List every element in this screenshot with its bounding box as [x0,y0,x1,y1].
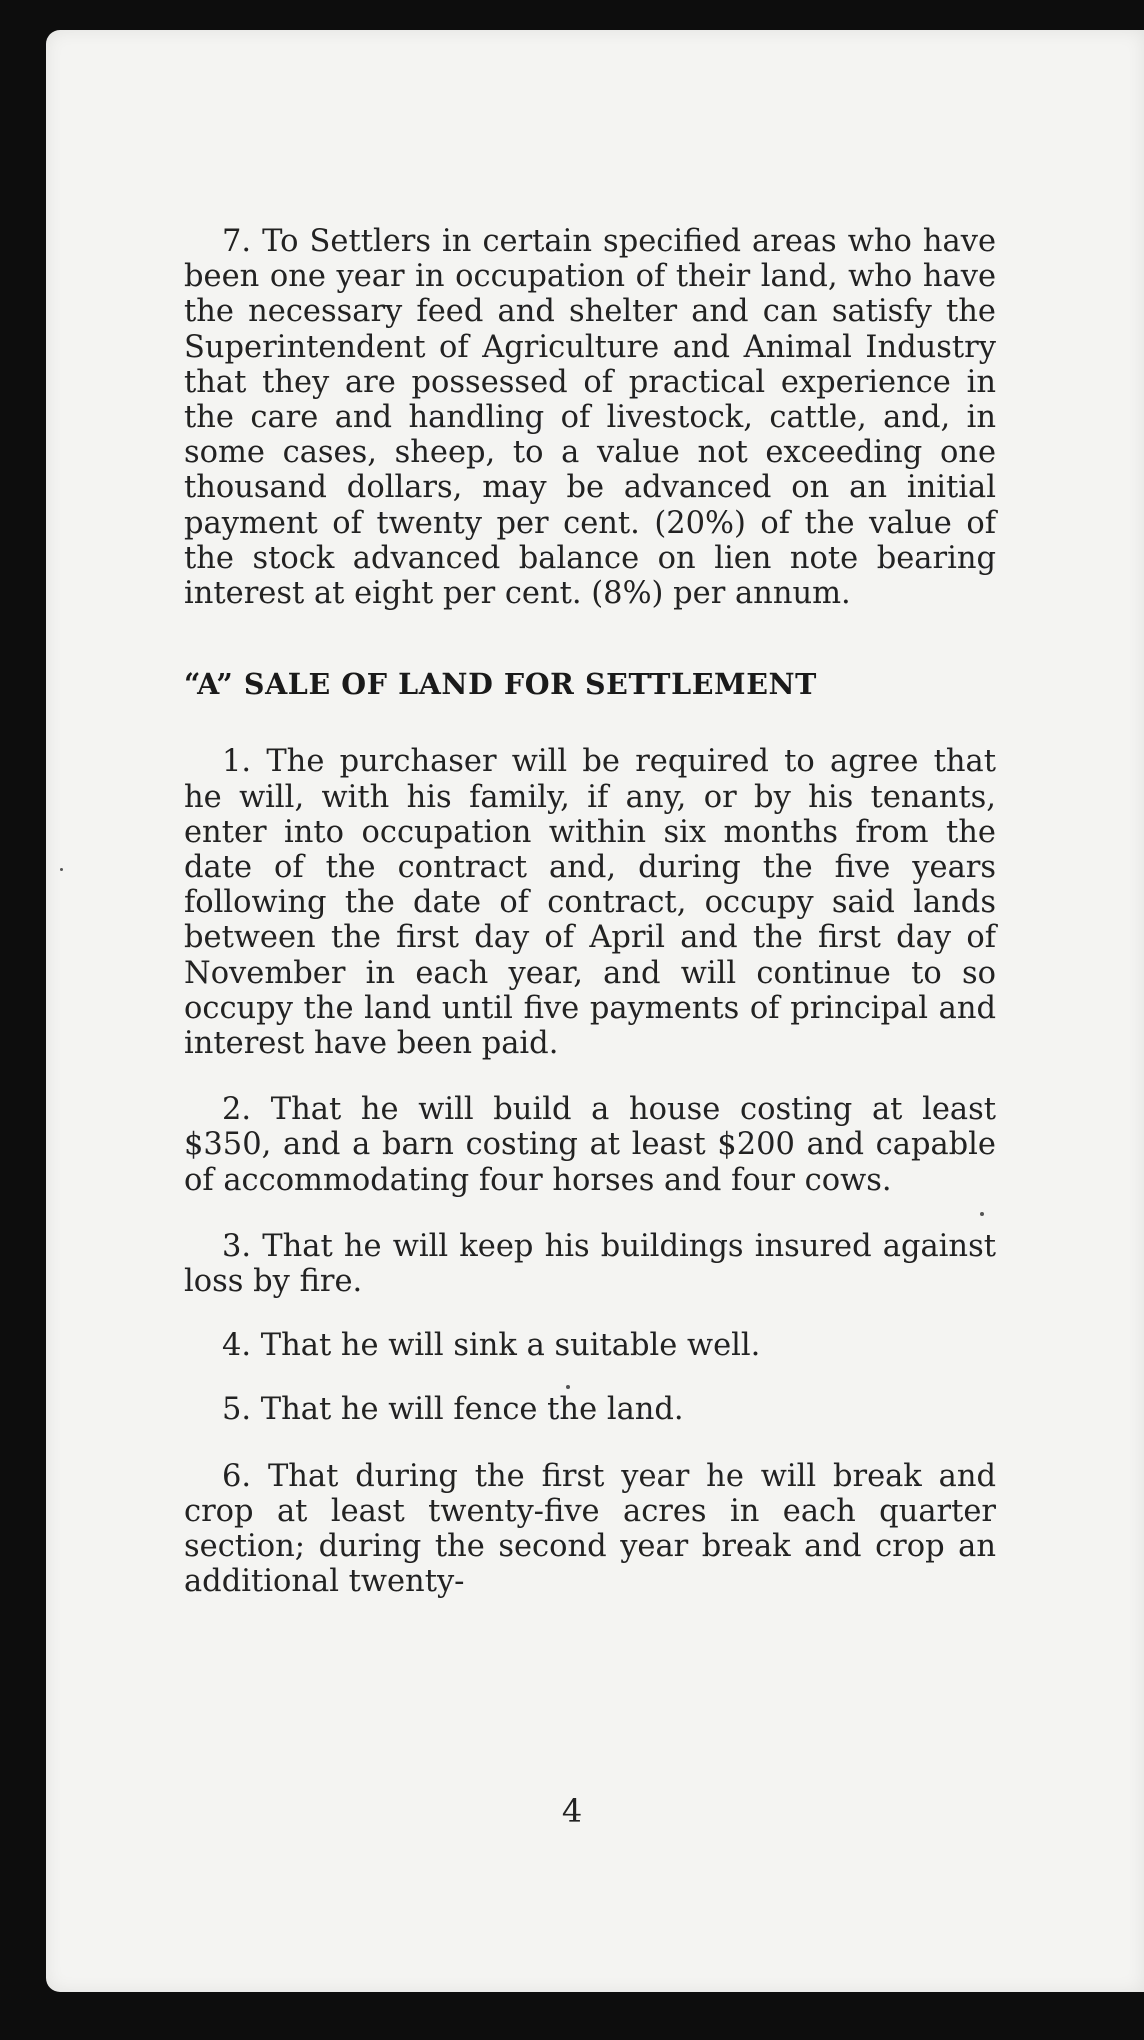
item-2-buildings: 2. That he will build a house costing at least $350, and a barn costing at least $200 and capable of accommodating four horses and four cows. [184,1092,996,1198]
item-6-crop: 6. That during the first year he will break and crop at least twenty-five acres in each quarter section; during the second year break and crop an additional twenty- [184,1458,996,1600]
item-3-insurance: 3. That he will keep his buildings insured against loss by fire. [184,1228,996,1300]
item-1-occupation: 1. The purchaser will be required to agree that he will, with his family, if any, or by his tenants, enter into occupation within six months from the date of the contract and, during the five years following the date of contract, occupy said lands between the first day of April and the first day of November in each year, and will continue to so occupy the land until five payments of principal and interest have been paid. [184,744,996,1062]
scan-speck [566,1385,570,1389]
paragraph-7-settlers: 7. To Settlers in certain specified areas who have been one year in occupation of their land, who have the necessary feed and shelter and can satisfy the Superintendent of Agriculture and Animal Industry that they are possessed of practical experience in the care and handling of livestock, cattle, and, in some cases, sheep, to a value not exceeding one thousand dollars, may be advanced on an initial payment of twenty per cent. (20%) of the value of the stock advanced balance on lien note bearing interest at eight per cent. (8%) per annum. [184,224,996,612]
page-text [184,224,996,1600]
section-heading: “A” SALE OF LAND FOR SETTLEMENT [184,667,817,702]
scan-speck [60,868,63,871]
scan-speck [980,1212,984,1216]
item-4-well: 4. That he will sink a suitable well. [222,1328,761,1364]
page-number: 4 [561,1792,583,1830]
item-5-fence: 5. That he will fence the land. [222,1392,684,1428]
